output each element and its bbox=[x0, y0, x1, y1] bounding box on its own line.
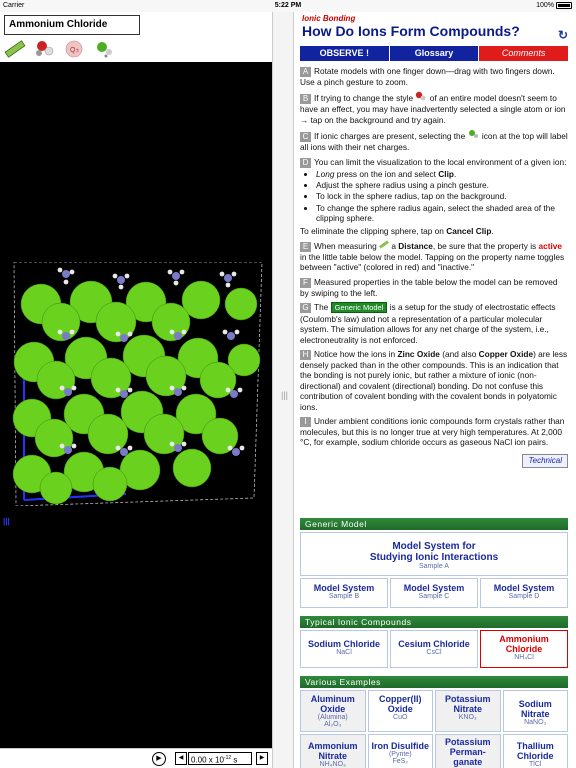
paragraph-g bbox=[300, 302, 568, 345]
technical-button[interactable]: Technical bbox=[522, 454, 568, 468]
paragraph-text: To eliminate the clipping sphere, tap on bbox=[300, 225, 444, 236]
bold-term: Zinc Oxide bbox=[397, 348, 440, 359]
section-header: Generic Model bbox=[300, 518, 568, 530]
tab-glossary[interactable]: Glossary bbox=[390, 46, 479, 61]
paragraph-text: a bbox=[391, 241, 396, 252]
model-cards bbox=[300, 578, 568, 608]
example-card[interactable] bbox=[368, 734, 434, 768]
example-row-2 bbox=[300, 734, 568, 768]
paragraph-text: Notice how the ions in bbox=[314, 348, 396, 359]
ions-icon bbox=[468, 129, 480, 139]
card-sub: NH₄NO₃ bbox=[319, 761, 346, 768]
paragraph-text: , be sure that the property is bbox=[432, 241, 537, 252]
para-label: B bbox=[300, 94, 311, 104]
axis-marker: ||| bbox=[3, 517, 10, 526]
time-unit: s bbox=[233, 755, 238, 765]
bold-term: Cancel Clip bbox=[446, 225, 492, 236]
example-card[interactable] bbox=[503, 734, 569, 768]
instructions bbox=[300, 66, 568, 468]
paragraph-text: When measuring bbox=[314, 241, 377, 252]
tab-comments[interactable]: Comments bbox=[479, 46, 568, 61]
list-text: press on the ion and select bbox=[336, 168, 436, 179]
model-card-c[interactable] bbox=[390, 578, 478, 608]
paragraph-text: in the little table below the model. Tapping on the property name toggles between "active" (colored in red) and "inactive." bbox=[300, 252, 565, 273]
section-header: Various Examples bbox=[300, 676, 568, 688]
card-title: Thallium Chloride bbox=[516, 741, 554, 761]
example-card[interactable] bbox=[300, 734, 366, 768]
charge-icon[interactable] bbox=[64, 39, 86, 59]
model-pane bbox=[0, 12, 272, 768]
split-divider[interactable] bbox=[272, 12, 294, 768]
paragraph-text: of an entire model doesn't seem to have an effect, you may have inadvertently selected a single atom or ion → tap on the background and try again. bbox=[300, 93, 566, 125]
card-alt: (Pyrite) bbox=[388, 751, 412, 758]
card-title: Ammonium Chloride bbox=[499, 634, 549, 654]
card-title: Model System bbox=[403, 583, 465, 593]
paragraph-text: Measured properties in the table below the model can be removed by swiping to the left. bbox=[300, 276, 558, 298]
model-title: Ammonium Chloride bbox=[4, 15, 140, 35]
step-back-icon[interactable]: ◀ bbox=[175, 752, 187, 765]
compound-card-nh4cl[interactable] bbox=[480, 630, 568, 668]
para-label: E bbox=[300, 242, 311, 252]
paragraph-a bbox=[300, 66, 568, 87]
card-title: Potassium Nitrate bbox=[444, 694, 491, 714]
clip-steps bbox=[300, 169, 568, 224]
card-sub: Sample D bbox=[508, 593, 540, 600]
paragraph-d: D You can limit the visualization to the local environment of a given ion: • Long press on the ion and select Clip. • Adjust the sphere radius using a pinch gesture. • To lock in the sphere radius, tap on the background. • To change the sphere radius again, select the shaded area of the clipping sphere. To eliminate the clipping sphere, tap on Cancel Clip. bbox=[300, 157, 568, 236]
list-item: • Long press on the ion and select Clip. bbox=[316, 169, 568, 179]
model-card-b[interactable] bbox=[300, 578, 388, 608]
topic-label: Ionic Bonding bbox=[302, 14, 356, 23]
step-forward-icon[interactable]: ▶ bbox=[256, 752, 268, 765]
paragraph-text: icon at the top will label all ions with their net charges. bbox=[300, 131, 568, 153]
ruler-icon bbox=[379, 240, 389, 249]
para-label: D bbox=[300, 158, 311, 168]
compound-cards bbox=[300, 630, 568, 668]
example-row-1 bbox=[300, 690, 568, 732]
status-bar bbox=[0, 0, 576, 12]
para-label: I bbox=[300, 417, 311, 427]
example-card[interactable] bbox=[435, 734, 501, 768]
card-title: Sodium Chloride bbox=[308, 639, 380, 649]
paragraph-i bbox=[300, 416, 568, 448]
active-term: active bbox=[538, 241, 563, 252]
model-card-d[interactable] bbox=[480, 578, 568, 608]
paragraph-h bbox=[300, 349, 568, 412]
card-sub: NaNO₃ bbox=[524, 719, 547, 726]
card-sub: TlCl bbox=[529, 761, 542, 768]
model-card-a[interactable] bbox=[300, 532, 568, 576]
generic-model-section bbox=[300, 518, 568, 608]
section-header: Typical Ionic Compounds bbox=[300, 616, 568, 628]
carrier-label: Carrier bbox=[3, 2, 25, 9]
card-sub: Sample C bbox=[418, 593, 450, 600]
paragraph-text: ) are less densely packed than in the other compounds. This is an indication that the bonding is not purely ionic, but rather a mixture of ionic (non-directional) and covalent (directional) bonding. Do not confuse this contribution of covalent bonding with the covalent bonds in polyatomic ions. bbox=[300, 348, 568, 412]
card-title: Model System bbox=[493, 583, 555, 593]
generic-model-tag: Generic Model bbox=[331, 302, 388, 313]
card-title: Copper(II) Oxide bbox=[379, 694, 422, 714]
svg-text:±: ± bbox=[76, 48, 79, 54]
molecule-style-icon[interactable] bbox=[34, 39, 56, 59]
crystal-model[interactable] bbox=[6, 262, 264, 506]
example-card[interactable] bbox=[503, 690, 569, 732]
paragraph-text: (and also bbox=[442, 348, 477, 359]
card-title: Aluminum Oxide bbox=[310, 694, 355, 714]
refresh-icon[interactable]: ↻ bbox=[557, 28, 568, 42]
content-pane bbox=[294, 12, 576, 768]
ruler-icon[interactable] bbox=[4, 39, 26, 59]
bold-term: Distance bbox=[398, 241, 433, 252]
card-sub: Sample A bbox=[419, 563, 449, 570]
compound-card-nacl[interactable] bbox=[300, 630, 388, 668]
card-title: Model System for bbox=[392, 541, 476, 552]
card-sub: CsCl bbox=[426, 649, 442, 656]
molecule-viewer[interactable] bbox=[0, 62, 272, 748]
card-sub: Al₂O₃ bbox=[324, 721, 342, 728]
card-sub: NaCl bbox=[336, 649, 352, 656]
paragraph-text: You can limit the visualization to the local environment of a given ion: bbox=[314, 156, 567, 167]
battery-percent: 100% bbox=[536, 2, 554, 9]
model-toolbar bbox=[4, 39, 116, 59]
emphasis: Long bbox=[316, 168, 335, 179]
battery-icon bbox=[556, 2, 572, 9]
tab-observe[interactable]: OBSERVE ! bbox=[300, 46, 389, 61]
paragraph-text: The bbox=[314, 302, 329, 313]
card-sub: FeS₂ bbox=[392, 758, 409, 765]
para-label: H bbox=[300, 350, 311, 360]
svg-text:Q: Q bbox=[70, 47, 76, 54]
battery-indicator bbox=[536, 2, 572, 9]
example-card[interactable] bbox=[368, 690, 434, 732]
bold-term: Copper Oxide bbox=[478, 348, 534, 359]
paragraph-text: Under ambient conditions ionic compounds form crystals rather than molecules, but this is no longer true at very high temperatures. At 2,000 °C, for example, sodium chloride occurs as gaseous NaCl ion pairs. bbox=[300, 415, 565, 448]
page-title: How Do Ions Form Compounds? bbox=[302, 23, 520, 39]
card-sub: NH₄Cl bbox=[514, 654, 534, 661]
paragraph-c bbox=[300, 129, 568, 152]
para-label: F bbox=[300, 278, 311, 288]
ions-icon[interactable] bbox=[94, 39, 116, 59]
para-label: C bbox=[300, 132, 311, 142]
paragraph-text: If trying to change the style bbox=[314, 93, 414, 104]
molecule-style-icon bbox=[415, 91, 427, 101]
paragraph-text: Rotate models with one finger down—drag with two fingers down. Use a pinch gesture to zoom. bbox=[300, 66, 555, 87]
list-item: • To lock in the sphere radius, tap on the background. bbox=[316, 191, 568, 201]
paragraph-f bbox=[300, 277, 568, 298]
typical-compounds-section bbox=[300, 616, 568, 668]
paragraph-text: is a setup for the study of electrostatic effects (Coulomb's law) and not a representation of a particular molecular system. The simulation allows for any net charge of the system, i.e., electroneutrality is not enforced. bbox=[300, 302, 556, 345]
compound-card-cscl[interactable] bbox=[390, 630, 478, 668]
card-sub: KNO₃ bbox=[458, 714, 477, 721]
paragraph-text: If ionic charges are present, selecting the bbox=[314, 131, 466, 142]
card-title: Sodium Nitrate bbox=[518, 699, 552, 719]
card-alt: (Alumina) bbox=[317, 714, 348, 721]
playback-controls bbox=[0, 748, 272, 768]
card-title: Studying Ionic Interactions bbox=[369, 552, 499, 563]
paragraph-e bbox=[300, 240, 568, 273]
time-field[interactable] bbox=[188, 752, 252, 765]
various-examples-section bbox=[300, 676, 568, 768]
card-title: Potassium Perman-ganate bbox=[444, 737, 491, 767]
grip-icon[interactable]: ||| bbox=[281, 390, 289, 400]
para-label: A bbox=[300, 67, 311, 77]
time-exponent: -12 bbox=[223, 755, 232, 761]
example-card[interactable] bbox=[300, 690, 366, 732]
card-title: Ammonium Nitrate bbox=[308, 741, 358, 761]
bold-term: Clip bbox=[438, 168, 454, 179]
card-sub: Sample B bbox=[328, 593, 360, 600]
card-title: Model System bbox=[313, 583, 375, 593]
card-title: Iron Disulfide bbox=[371, 741, 429, 751]
card-sub: CuO bbox=[393, 714, 408, 721]
paragraph-b bbox=[300, 91, 568, 125]
example-card[interactable] bbox=[435, 690, 501, 732]
list-item: • Adjust the sphere radius using a pinch gesture. bbox=[316, 180, 568, 190]
time-value: 0.00 x 10 bbox=[191, 755, 224, 765]
para-label: G bbox=[300, 303, 311, 313]
play-icon[interactable]: ▶ bbox=[152, 752, 166, 766]
tab-bar bbox=[300, 46, 568, 61]
card-title: Cesium Chloride bbox=[398, 639, 470, 649]
list-item: • To change the sphere radius again, select the shaded area of the clipping sphere. bbox=[316, 203, 568, 224]
clock: 5:22 PM bbox=[274, 2, 302, 9]
